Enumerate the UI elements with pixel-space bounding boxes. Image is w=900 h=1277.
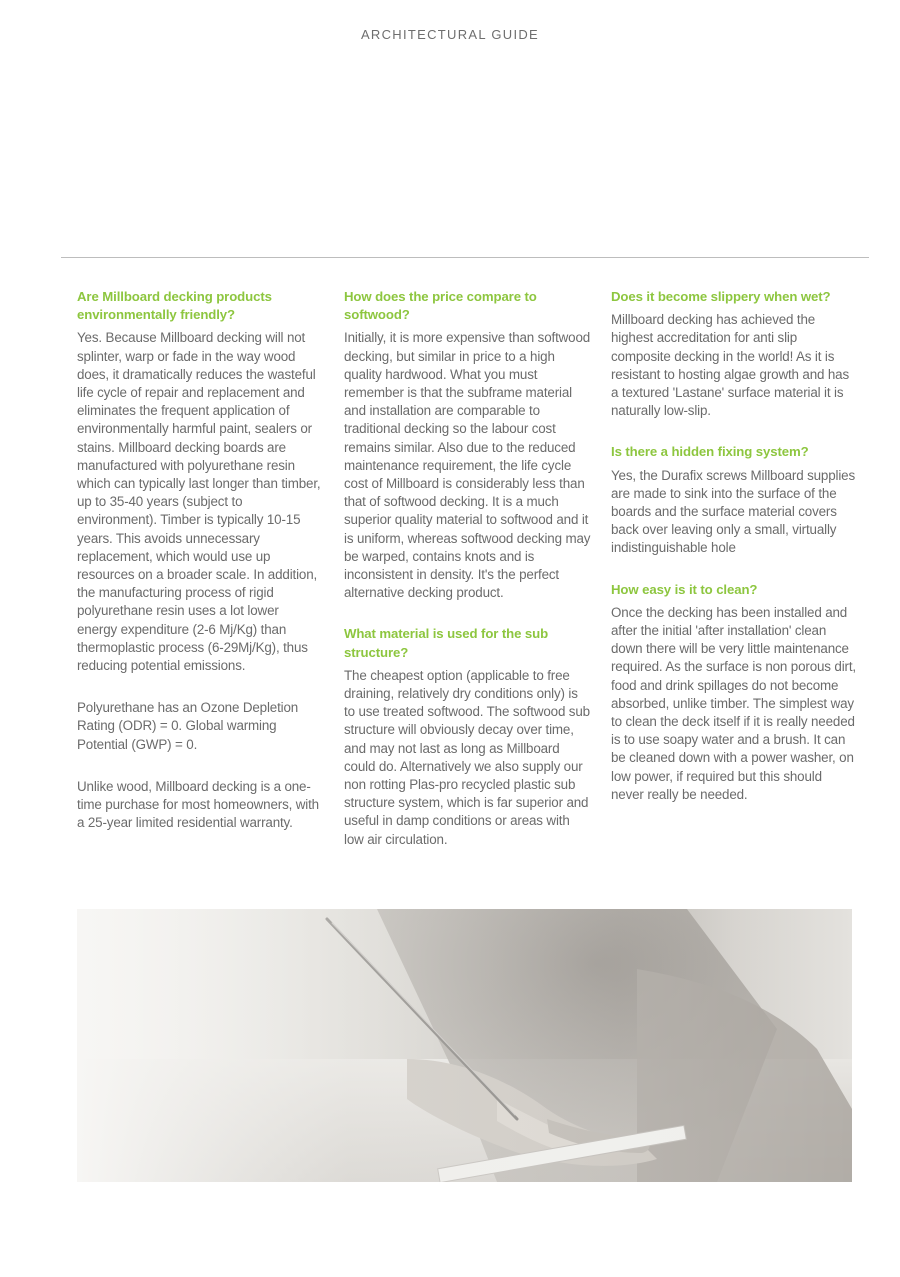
faq-answer-slippery: Millboard decking has achieved the highest accreditation for anti slip composite decking in the world! As it is resistant to hosting algae growth and has a textured 'Lastane' surface material it is naturally low-slip. [611, 312, 850, 419]
faq-question-substructure: What material is used for the sub structure? [344, 626, 549, 660]
faq-question-environment: Are Millboard decking products environmentally friendly? [77, 289, 272, 323]
faq-answer-environment: Yes. Because Millboard decking will not splinter, warp or fade in the way wood does, it dramatically reduces the wasteful life cycle of repair and replacement and eliminates the frequent application of environmentally harmful paint, sealers or stains. Millboard decking boards are manufactured with polyurethane resin which can typically last longer than timber, up to 35-40 years (subject to environment). Timber is typically 10-15 years. This avoids unnecessary replacement, which would use up resources on a broader scale. In addition, the manufacturing process of rigid polyurethane resin uses a lot lower energy expenditure (2-6 Mj/Kg) than thermoplastic process (6-29Mj/Kg), thus reducing potential emissions. [77, 330, 321, 674]
faq-question-price: How does the price compare to softwood? [344, 289, 537, 323]
faq-column-2 [344, 288, 592, 849]
faq-question-slippery: Does it become slippery when wet? [611, 289, 831, 304]
faq-column-3 [611, 288, 857, 804]
faq-answer-substructure: The cheapest option (applicable to free draining, relatively dry conditions only) is to use treated softwood. The softwood sub structure will obviously decay over time, and may not last as long as Millboard could do. Alternatively we also supply our non rotting Plas-pro recycled plastic sub structure system, which is far superior and useful in damp conditions or areas with low air circulation. [344, 667, 590, 847]
faq-answer-price: Initially, it is more expensive than softwood decking, but similar in price to a high quality hardwood. What you must remember is that the subframe material and installation are comparable to traditional decking so the labour cost remains similar. Also due to the reduced maintenance requirement, the life cycle cost of Millboard is considerably less than that of softwood decking. It is a much superior quality material to softwood and it is uniform, whereas softwood decking may be warped, contains knots and is inconsistent in density. It's the perfect alternative decking product. [344, 330, 591, 601]
horizontal-divider [61, 257, 869, 258]
faq-answer-cleaning: Once the decking has been installed and after the initial 'after installation' clean down there will be very little maintenance required. As the surface is non porous dirt, food and drink spillages do not become absorbed, unlike timber. The simplest way to clean the deck itself if it is really needed is to use soapy water and a brush. It can be cleaned down with a power washer, on low power, if required but this should never really be needed. [611, 604, 856, 802]
faq-question-cleaning: How easy is it to clean? [611, 581, 758, 597]
faq-column-1 [77, 288, 321, 832]
faq-answer-environment-odr: Polyurethane has an Ozone Depletion Rating (ODR) = 0. Global warming Potential (GWP) = 0. [77, 700, 299, 752]
faq-question-fixing: Is there a hidden fixing system? [611, 444, 809, 460]
faq-answer-fixing: Yes, the Durafix screws Millboard supplies are made to sink into the surface of the boards and the surface material covers back over leaving only a small, virtually indistinguishable hole [611, 467, 856, 556]
faq-answer-environment-warranty: Unlike wood, Millboard decking is a one-time purchase for most homeowners, with a 25-year limited residential warranty. [77, 778, 319, 831]
running-header: ARCHITECTURAL GUIDE [360, 27, 540, 42]
photo-hands-drawing [77, 909, 852, 1182]
